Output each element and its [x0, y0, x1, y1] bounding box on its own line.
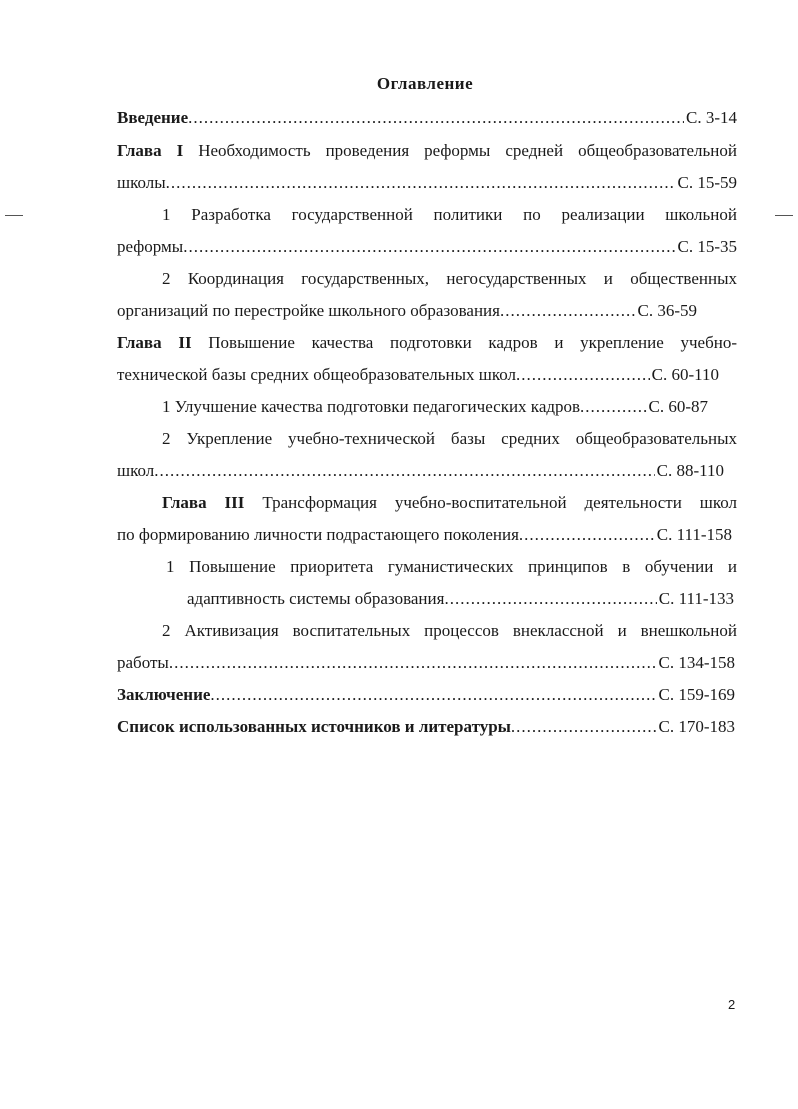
dot-leader: [500, 300, 636, 322]
toc-entry-label: Заключение: [117, 685, 211, 704]
dot-leader: [516, 364, 650, 386]
toc-entry-intro: [117, 107, 737, 129]
left-margin-mark: [5, 215, 23, 216]
dot-leader: [511, 716, 657, 738]
section-title-cont: адаптивность системы образования: [187, 589, 445, 608]
toc-entry-3-1: [166, 556, 737, 578]
section-title: 1 Улучшение качества подготовки педагогических кадров: [162, 397, 581, 416]
section-title-cont: организаций по перестройке школьного образования: [117, 301, 500, 320]
toc-entry-1-1: [162, 204, 737, 226]
dot-leader: [444, 588, 656, 610]
right-margin-mark: [775, 215, 793, 216]
toc-entry-3-2-cont: [117, 652, 735, 674]
toc-entry-1-2: [162, 268, 737, 290]
toc-page-ref: С. 15-35: [677, 237, 737, 256]
toc-page-ref: С. 60-110: [651, 365, 719, 384]
toc-entry-2-2: [162, 428, 737, 450]
toc-page-ref: С. 15-59: [677, 173, 737, 192]
chapter-title: Трансформация учебно-воспитательной деятельности школ: [262, 493, 737, 512]
section-title: 2 Укрепление учебно-технической базы средних общеобразовательных: [162, 429, 737, 448]
toc-entry-label: Введение: [117, 108, 189, 127]
toc-entry-chapter-1: [117, 140, 737, 162]
toc-entry-1-1-cont: [117, 236, 737, 258]
toc-page-ref: С. 111-158: [656, 525, 732, 544]
page-number: 2: [728, 997, 736, 1012]
toc-entry-2-1: [162, 396, 708, 418]
toc-entry-chapter-3-cont: [117, 524, 732, 546]
section-title: 1 Разработка государственной политики по реализации школьной: [162, 205, 737, 224]
section-title: 1 Повышение приоритета гуманистических принципов в обучении и: [166, 557, 737, 576]
toc-entry-sources: [117, 716, 735, 738]
dot-leader: [519, 524, 655, 546]
dot-leader: [154, 460, 654, 482]
chapter-label: Глава II: [117, 333, 192, 352]
section-title: 2 Активизация воспитательных процессов внеклассной и внешкольной: [162, 621, 737, 640]
toc-page-ref: С. 88-110: [656, 461, 724, 480]
toc-entry-label: Список использованных источников и литературы: [117, 717, 511, 736]
chapter-title: Повышение качества подготовки кадров и укрепление учебно-: [208, 333, 737, 352]
toc-entry-chapter-2: [117, 332, 737, 354]
chapter-title-cont: по формированию личности подрастающего поколения: [117, 525, 519, 544]
toc-entry-chapter-1-cont: [117, 172, 737, 194]
chapter-title-cont: школы: [117, 173, 166, 192]
toc-page-ref: С. 36-59: [637, 301, 697, 320]
toc-entry-2-2-cont: [117, 460, 724, 482]
toc-entry-3-1-cont: [187, 588, 734, 610]
dot-leader: [166, 172, 676, 194]
toc-entry-1-2-cont: [117, 300, 697, 322]
toc-entry-chapter-2-cont: [117, 364, 719, 386]
chapter-label: Глава III: [162, 493, 245, 512]
toc-page-ref: С. 159-169: [658, 685, 735, 704]
dot-leader: [580, 396, 646, 418]
toc-page-ref: С. 60-87: [648, 397, 708, 416]
toc-page-ref: С. 111-133: [658, 589, 734, 608]
section-title: 2 Координация государственных, негосударственных и общественных: [162, 269, 737, 288]
section-title-cont: реформы: [117, 237, 184, 256]
chapter-title: Необходимость проведения реформы средней общеобразовательной: [198, 141, 737, 160]
section-title-cont: школ: [117, 461, 155, 480]
dot-leader: [183, 236, 675, 258]
toc-entry-conclusion: [117, 684, 735, 706]
toc-page-ref: С. 3-14: [686, 108, 737, 127]
section-title-cont: работы: [117, 653, 169, 672]
dot-leader: [210, 684, 656, 706]
toc-page-ref: С. 134-158: [658, 653, 735, 672]
chapter-label: Глава I: [117, 141, 184, 160]
toc-title: Оглавление: [376, 74, 474, 93]
toc-entry-3-2: [162, 620, 737, 642]
toc-page-ref: С. 170-183: [658, 717, 735, 736]
toc-entry-chapter-3: [162, 492, 737, 514]
dot-leader: [188, 107, 684, 129]
chapter-title-cont: технической базы средних общеобразовательных школ: [117, 365, 517, 384]
dot-leader: [169, 652, 657, 674]
